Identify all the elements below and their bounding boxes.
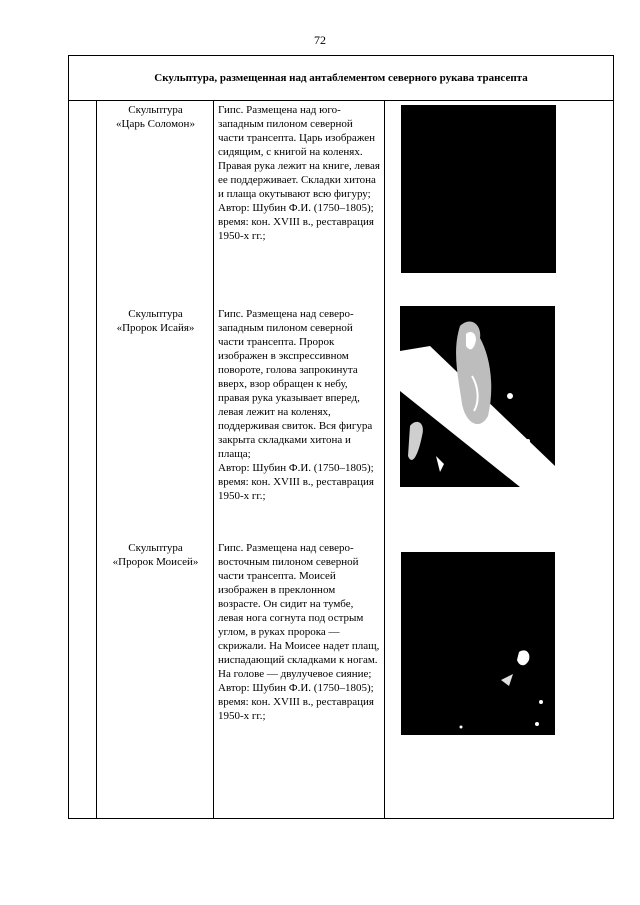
author-text: Автор: Шубин Ф.И. (1750–1805); время: кон. XVIII в., реставрация 1950-х гг.;	[218, 462, 374, 502]
photo-isaiah-illustration	[400, 306, 555, 487]
sculpture-photo	[401, 552, 555, 735]
table-header: Скульптура, размещенная над антаблементом северного рукава трансепта	[69, 56, 613, 101]
name-line: Скульптура	[128, 104, 183, 116]
description-text: Гипс. Размещена над юго-западным пилоном северной части трансепта. Царь изображен сидящим, с книгой на коленях. Правая рука лежит на книге, левая ее поддерживает. Складки хитона и плаща окутывают всю фигуру;	[218, 104, 380, 200]
sculpture-name	[98, 103, 213, 131]
column-divider	[213, 101, 214, 818]
author-text: Автор: Шубин Ф.И. (1750–1805); время: кон. XVIII в., реставрация 1950-х гг.;	[218, 202, 374, 242]
name-line: Скульптура	[128, 308, 183, 320]
sculpture-description	[218, 103, 380, 243]
column-divider	[96, 101, 97, 818]
sculpture-description	[218, 307, 380, 503]
name-line: «Пророк Моисей»	[112, 556, 199, 568]
sculpture-photo	[400, 306, 555, 487]
name-line: «Царь Соломон»	[116, 118, 195, 130]
sculpture-name	[98, 307, 213, 335]
sculpture-photo	[401, 105, 556, 273]
page-number: 72	[314, 33, 326, 47]
description-text: Гипс. Размещена над северо-западным пилоном северной части трансепта. Пророк изображен в экспрессивном повороте, голова запрокинута вверх, взор обращен к небу, правая рука указывает вперед, левая лежит на коленях, поддерживая свиток. Вся фигура закрыта складками хитона и плаща;	[218, 308, 373, 460]
author-text: Автор: Шубин Ф.И. (1750–1805); время: кон. XVIII в., реставрация 1950-х гг.;	[218, 682, 374, 722]
column-divider	[384, 101, 385, 818]
name-line: «Пророк Исайя»	[116, 322, 195, 334]
sculpture-name	[98, 541, 213, 569]
description-text: Гипс. Размещена над северо-восточным пилоном северной части трансепта. Моисей изображен в преклонном возрасте. Он сидит на тумбе, левая нога согнута под острым углом, в руках пророка — скрижали. На Моисее надет плащ, ниспадающий складками к ногам. На голове — двулучевое сияние;	[218, 542, 380, 680]
sculpture-description	[218, 541, 380, 723]
photo-moses-illustration	[401, 552, 555, 735]
sculpture-table	[68, 55, 614, 819]
name-line: Скульптура	[128, 542, 183, 554]
